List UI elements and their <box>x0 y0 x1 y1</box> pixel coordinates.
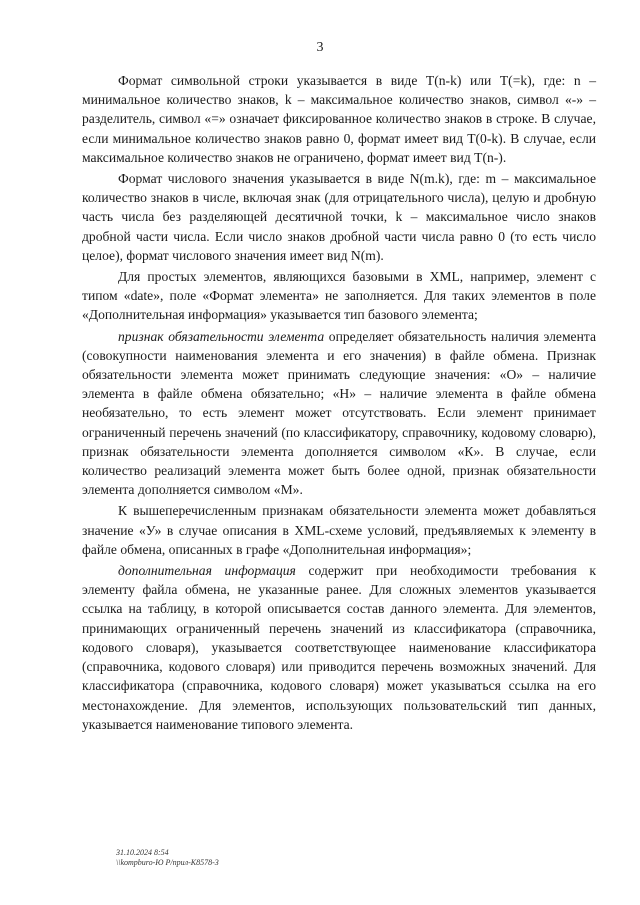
footer-file-path: \\kompburo-Ю Р/прил-К8578-3 <box>116 858 219 867</box>
paragraph-number-format <box>82 169 596 265</box>
document-body <box>82 71 596 736</box>
paragraph-text: определяет обязательность наличия элемента (совокупности наименования элемента и его значения) в файле обмена. Признак обязательности элемента может принимать следующие значения: «О» – наличие элемента в файле обмена обязательно; «Н» – наличие элемента в файле обмена необязательно, то есть элемент может отсутствовать. Если элемент принимает ограниченный перечень значений (по классификатору, справочнику, кодовому словарю), признак обязательности элемента дополняется символом «К». В случае, если количество реализаций элемента может быть более одной, признак обязательности элемента дополняется символом «М». <box>82 328 596 498</box>
paragraph-required-attribute <box>82 327 596 500</box>
paragraph-string-format <box>82 71 596 167</box>
paragraph-simple-elements <box>82 267 596 325</box>
term-additional-info: дополнительная информация <box>118 563 296 579</box>
paragraph-text: Для простых элементов, являющихся базовыми в XML, например, элемент с типом «date», поле «Формат элемента» не заполняется. Для таких элементов в поле «Дополнительная информация» указывается тип базового элемента; <box>82 269 596 323</box>
paragraph-text: К вышеперечисленным признакам обязательности элемента может добавляться значение «У» в случае описания в XML-схеме условий, предъявляемых к элементу в файле обмена, описанных в графе «Дополнительная информация»; <box>82 503 596 557</box>
footer-timestamp: 31.10.2024 8:54 <box>116 848 169 857</box>
paragraph-conditional-value <box>82 501 596 559</box>
paragraph-text: Формат символьной строки указывается в виде T(n-k) или T(=k), где: n – минимальное количество знаков, k – максимальное количество знаков, символ «-» – разделитель, символ «=» означает фиксированное количество знаков в строке. В случае, если минимальное количество знаков равно 0, формат имеет вид T(0-k). В случае, если максимальное количество знаков не ограничено, формат имеет вид T(n-). <box>82 73 596 165</box>
paragraph-text: Формат числового значения указывается в виде N(m.k), где: m – максимальное количество знаков в числе, включая знак (для отрицательного числа), целую и дробную часть числа без разделяющей десятичной точки, k – максимальное число знаков дробной части числа. Если число знаков дробной части числа равно 0 (то есть число целое), формат числового значения имеет вид N(m). <box>82 171 596 263</box>
page-number: 3 <box>316 40 324 55</box>
paragraph-additional-info <box>82 561 596 734</box>
paragraph-text: содержит при необходимости требования к элементу файла обмена, не указанные ранее. Для сложных элементов указывается ссылка на таблицу, в которой описывается состав данного элемента. Для элементов, принимающих ограниченный перечень значений из классификатора (справочника, кодового словаря), указывается соответствующее наименование классификатора (справочника, кодового словаря) или приводится перечень возможных значений. Для классификатора (справочника, кодового словаря) может указываться ссылка на его местонахождение. Для элементов, использующих пользовательский тип данных, указывается наименование типового элемента. <box>82 563 597 732</box>
term-required-attribute: признак обязательности элемента <box>118 328 325 344</box>
document-footer <box>116 848 219 868</box>
